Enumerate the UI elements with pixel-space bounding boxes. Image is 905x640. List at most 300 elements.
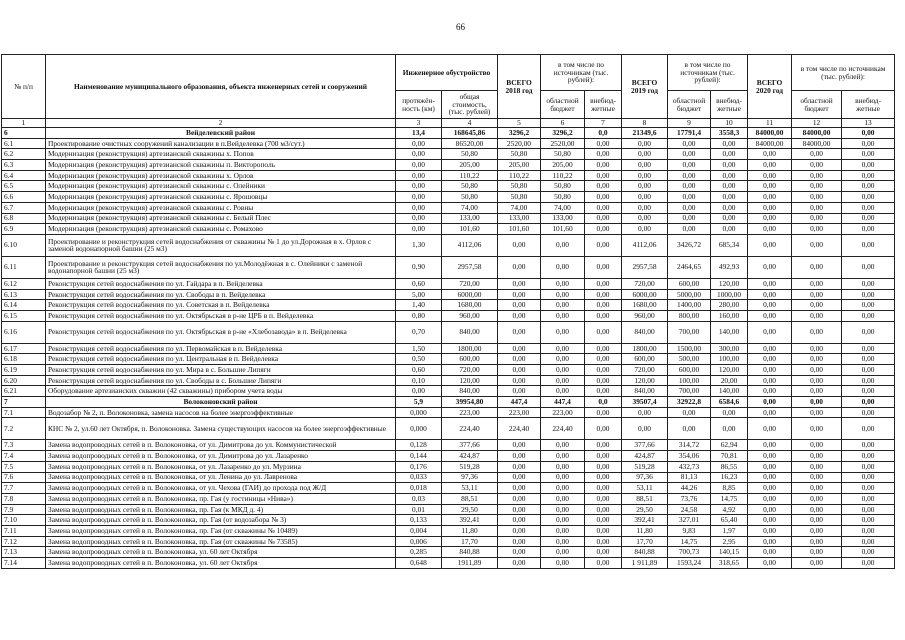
value-cell: 0,00 [711,213,748,224]
value-cell: 0,00 [498,536,541,547]
value-cell: 0,00 [585,321,622,343]
value-cell: 0,00 [842,354,895,365]
value-cell: 0,00 [498,525,541,536]
value-cell: 0,00 [711,170,748,181]
value-cell: 1680,00 [442,300,498,311]
value-cell: 0,00 [585,504,622,515]
row-number: 6.15 [2,310,46,321]
value-cell: 0,0 [585,128,622,139]
value-cell: 0,00 [792,547,842,558]
value-cell: 13,4 [396,128,442,139]
value-cell: 0,00 [748,536,792,547]
object-name: Замена водопроводных сетей в п. Волоконовка, пр. Гая (от скважины № 73585) [46,536,396,547]
value-cell: 0,01 [396,504,442,515]
row-number: 6.4 [2,170,46,181]
value-cell: 327,01 [668,515,711,526]
value-cell: 0,00 [748,149,792,160]
value-cell: 0,00 [541,493,585,504]
value-cell: 600,00 [668,365,711,376]
value-cell: 1,30 [396,234,442,256]
object-name: Оборудование артезианских скважин (42 скважины) прибором учета воды [46,386,396,397]
value-cell: 0,00 [842,213,895,224]
value-cell: 0,00 [585,149,622,160]
value-cell: 0,00 [842,224,895,235]
value-cell: 0,00 [748,192,792,203]
header-total-2019: ВСЕГО 2019 год [622,55,668,119]
header-vneb-2019: внебюд-жетные [711,91,748,119]
row-number: 6.9 [2,224,46,235]
value-cell: 0,00 [748,170,792,181]
value-cell: 50,80 [442,181,498,192]
value-cell: 224,40 [541,418,585,440]
value-cell: 0,00 [498,365,541,376]
value-cell: 840,00 [622,321,668,343]
value-cell: 0,00 [585,278,622,289]
value-cell: 0,00 [748,181,792,192]
value-cell: 0,00 [792,397,842,408]
column-number: 6 [541,119,585,128]
value-cell: 0,018 [396,483,442,494]
row-number: 6.19 [2,365,46,376]
column-number: 8 [622,119,668,128]
value-cell: 500,00 [668,354,711,365]
value-cell: 0,00 [541,234,585,256]
header-obl-2018: областной бюджет [541,91,585,119]
value-cell: 0,00 [792,310,842,321]
value-cell: 0,00 [668,213,711,224]
value-cell: 0,00 [396,192,442,203]
object-name: Модернизация (реконструкция) артезианской скважины с. Олейники [46,181,396,192]
value-cell: 0,00 [585,472,622,483]
value-cell: 24,58 [668,504,711,515]
value-cell: 0,00 [541,483,585,494]
value-cell: 0,00 [585,202,622,213]
column-number: 12 [792,119,842,128]
value-cell: 0,144 [396,451,442,462]
value-cell: 0,00 [842,170,895,181]
table-row [2,310,895,321]
value-cell: 1,40 [396,300,442,311]
value-cell: 0,00 [541,451,585,462]
value-cell: 0,00 [842,234,895,256]
table-row [2,536,895,547]
value-cell: 0,00 [541,515,585,526]
value-cell: 120,00 [711,278,748,289]
value-cell: 2520,00 [498,138,541,149]
section-row [2,128,895,139]
value-cell: 0,000 [396,418,442,440]
value-cell: 960,00 [622,310,668,321]
object-name: Замена водопроводных сетей в п. Волоконовка, от ул. Димитрова до ул. Лазаренко [46,451,396,462]
value-cell: 0,00 [622,138,668,149]
value-cell: 0,00 [792,525,842,536]
value-cell: 120,00 [622,375,668,386]
value-cell: 0,00 [668,224,711,235]
value-cell: 0,00 [541,365,585,376]
value-cell: 6000,00 [442,289,498,300]
value-cell: 0,00 [842,451,895,462]
value-cell: 0,00 [842,289,895,300]
value-cell: 0,00 [396,386,442,397]
header-vneb-2018: внебюд-жетные [585,91,622,119]
value-cell: 0,00 [396,224,442,235]
value-cell: 0,00 [585,224,622,235]
value-cell: 0,00 [792,365,842,376]
value-cell: 0,00 [748,451,792,462]
row-number: 6.6 [2,192,46,203]
table-row [2,407,895,418]
column-number: 7 [585,119,622,128]
value-cell: 0,50 [396,354,442,365]
value-cell: 3426,72 [668,234,711,256]
object-name: Реконструкция сетей водоснабжения по ул. Гайдара в п. Вейделевка [46,278,396,289]
row-number: 7.11 [2,525,46,536]
value-cell: 0,00 [585,181,622,192]
value-cell: 0,00 [748,504,792,515]
table-row [2,138,895,149]
table-body [2,128,895,569]
value-cell: 0,00 [842,181,895,192]
value-cell: 0,00 [396,149,442,160]
value-cell: 0,033 [396,472,442,483]
value-cell: 0,00 [748,397,792,408]
value-cell: 0,00 [748,321,792,343]
value-cell: 50,80 [498,192,541,203]
value-cell: 840,00 [442,386,498,397]
value-cell: 0,00 [792,181,842,192]
value-cell: 0,00 [748,440,792,451]
value-cell: 0,00 [396,170,442,181]
value-cell: 88,51 [622,493,668,504]
value-cell: 0,00 [498,440,541,451]
value-cell: 110,22 [498,170,541,181]
header-obl-2020: областной бюджет [792,91,842,119]
value-cell: 800,00 [668,310,711,321]
header-no: № п/п [2,55,46,119]
value-cell: 0,00 [792,213,842,224]
value-cell: 0,00 [748,310,792,321]
row-number: 7.7 [2,483,46,494]
table-row [2,504,895,515]
value-cell: 0,00 [842,440,895,451]
value-cell: 0,00 [792,504,842,515]
value-cell: 0,00 [585,234,622,256]
row-number: 7.10 [2,515,46,526]
value-cell: 377,66 [622,440,668,451]
value-cell: 0,00 [668,160,711,171]
value-cell: 0,00 [541,461,585,472]
value-cell: 0,00 [842,493,895,504]
row-number: 6.13 [2,289,46,300]
value-cell: 0,00 [748,472,792,483]
value-cell: 0,00 [748,354,792,365]
value-cell: 0,00 [792,386,842,397]
value-cell: 0,00 [842,515,895,526]
value-cell: 0,00 [498,234,541,256]
value-cell: 0,00 [792,192,842,203]
value-cell: 0,00 [792,224,842,235]
value-cell: 1800,00 [442,343,498,354]
value-cell: 168645,86 [442,128,498,139]
value-cell: 424,87 [622,451,668,462]
table-row [2,224,895,235]
value-cell: 0,00 [842,375,895,386]
table-row [2,170,895,181]
object-name: Замена водопроводных сетей в п. Волоконовка, пр. Гая (у гостиницы «Нива») [46,493,396,504]
value-cell: 2464,65 [668,256,711,278]
column-number: 9 [668,119,711,128]
value-cell: 0,00 [842,407,895,418]
object-name: Замена водопроводных сетей в п. Волоконовка, от ул. Лазаренко до ул. Мурзина [46,461,396,472]
value-cell: 0,000 [396,407,442,418]
value-cell: 84000,00 [748,128,792,139]
value-cell: 0,00 [668,170,711,181]
value-cell: 0,00 [585,365,622,376]
value-cell: 0,00 [668,202,711,213]
value-cell: 0,60 [396,278,442,289]
row-number: 7.14 [2,558,46,569]
table-row [2,440,895,451]
value-cell: 133,00 [541,213,585,224]
value-cell: 0,00 [396,213,442,224]
value-cell: 0,00 [498,321,541,343]
row-number: 7.13 [2,547,46,558]
value-cell: 0,00 [541,504,585,515]
value-cell: 74,00 [442,202,498,213]
object-name: Замена водопроводных сетей в п. Волоконовка, от ул. Димитрова до ул. Коммунистической [46,440,396,451]
object-name: Замена водопроводных сетей в п. Волоконовка, пр. Гая (от скважины № 10489) [46,525,396,536]
value-cell: 0,00 [792,418,842,440]
object-name: Реконструкция сетей водоснабжения по ул. Октябрьская в р-не ЦРБ в п. Вейделевка [46,310,396,321]
value-cell: 0,00 [585,138,622,149]
value-cell: 74,00 [498,202,541,213]
table-row [2,515,895,526]
value-cell: 140,00 [711,321,748,343]
table-row [2,321,895,343]
value-cell: 0,00 [792,278,842,289]
value-cell: 960,00 [442,310,498,321]
value-cell: 11,80 [622,525,668,536]
value-cell: 50,80 [442,149,498,160]
value-cell: 0,00 [668,181,711,192]
object-name: Проектирование очистных сооружений канализации в п.Вейделевка (700 м3/сут.) [46,138,396,149]
object-name: Модернизация (реконструкция) артезианской скважины с. Ярошовцы [46,192,396,203]
value-cell: 0,90 [396,256,442,278]
value-cell: 2520,00 [541,138,585,149]
value-cell: 16,23 [711,472,748,483]
value-cell: 3296,2 [541,128,585,139]
value-cell: 0,00 [498,547,541,558]
table-row [2,451,895,462]
value-cell: 0,00 [396,160,442,171]
value-cell: 0,00 [748,365,792,376]
value-cell: 0,03 [396,493,442,504]
value-cell: 0,00 [842,386,895,397]
row-number: 7.5 [2,461,46,472]
object-name: Реконструкция сетей водоснабжения по ул. Свободы в п. Вейделевка [46,289,396,300]
value-cell: 0,285 [396,547,442,558]
value-cell: 120,00 [442,375,498,386]
object-name: Проектирование и реконструкция сетей водоснабжения по ул.Молодёжная в с. Олейники с заменой водонапорной башни (25 м3) [46,256,396,278]
value-cell: 0,006 [396,536,442,547]
table-row [2,558,895,569]
value-cell: 432,73 [668,461,711,472]
value-cell: 3296,2 [498,128,541,139]
table-row [2,354,895,365]
value-cell: 0,00 [585,213,622,224]
value-cell: 0,00 [541,547,585,558]
table-row [2,300,895,311]
object-name: КНС № 2, ул.60 лет Октября, п. Волоконовка. Замена существующих насосов на более энергоэффективные [46,418,396,440]
value-cell: 29,50 [442,504,498,515]
value-cell: 97,36 [622,472,668,483]
value-cell: 0,00 [711,418,748,440]
value-cell: 519,28 [442,461,498,472]
infrastructure-table [1,54,895,569]
value-cell: 0,00 [748,202,792,213]
value-cell: 0,00 [585,525,622,536]
value-cell: 0,00 [622,213,668,224]
value-cell: 0,00 [748,525,792,536]
value-cell: 0,00 [842,138,895,149]
value-cell: 17,70 [442,536,498,547]
value-cell: 2957,58 [622,256,668,278]
value-cell: 70,81 [711,451,748,462]
value-cell: 0,00 [842,192,895,203]
value-cell: 62,94 [711,440,748,451]
value-cell: 700,73 [668,547,711,558]
value-cell: 0,00 [748,547,792,558]
value-cell: 0,00 [748,256,792,278]
value-cell: 0,00 [585,170,622,181]
value-cell: 0,00 [622,407,668,418]
object-name: Проектирование и реконструкция сетей водоснабжения от скважины № 1 до ул.Дорожная в х. Орлов с заменой водонапорной башни (25 м3) [46,234,396,256]
table-row [2,483,895,494]
object-name: Модернизация (реконструкция) артезианской скважины с. Ромахово [46,224,396,235]
value-cell: 720,00 [442,365,498,376]
value-cell: 392,41 [622,515,668,526]
value-cell: 0,00 [748,289,792,300]
table-row [2,493,895,504]
value-cell: 0,00 [541,300,585,311]
value-cell: 0,00 [748,278,792,289]
header-cost: общая стоимость, (тыс. рублей) [442,91,498,119]
object-name: Модернизация (реконструкция) артезианской скважины с. Ровны [46,202,396,213]
value-cell: 0,00 [842,256,895,278]
value-cell: 0,80 [396,310,442,321]
row-number: 6.11 [2,256,46,278]
value-cell: 9,83 [668,525,711,536]
value-cell: 0,00 [842,160,895,171]
value-cell: 1680,00 [622,300,668,311]
value-cell: 86520,00 [442,138,498,149]
value-cell: 0,00 [792,321,842,343]
object-name: Модернизация (реконструкция) артезианской скважины х. Орлов [46,170,396,181]
value-cell: 224,40 [498,418,541,440]
value-cell: 840,88 [442,547,498,558]
row-number: 6.8 [2,213,46,224]
column-number: 13 [842,119,895,128]
object-name: Реконструкция сетей водоснабжения по ул. Центральная в п. Вейделевка [46,354,396,365]
value-cell: 97,36 [442,472,498,483]
table-row [2,192,895,203]
value-cell: 50,80 [541,192,585,203]
value-cell: 5000,00 [668,289,711,300]
value-cell: 0,00 [792,354,842,365]
value-cell: 0,00 [585,558,622,569]
value-cell: 0,00 [585,547,622,558]
value-cell: 0,00 [792,300,842,311]
value-cell: 1 911,89 [622,558,668,569]
value-cell: 0,00 [585,289,622,300]
value-cell: 0,00 [541,256,585,278]
value-cell: 0,00 [792,343,842,354]
value-cell: 0,00 [842,472,895,483]
value-cell: 101,60 [541,224,585,235]
row-number: 7.4 [2,451,46,462]
object-name: Реконструкция сетей водоснабжения по ул. Первомайская в п. Вейделевка [46,343,396,354]
value-cell: 4112,06 [622,234,668,256]
value-cell: 29,50 [622,504,668,515]
row-number: 7.8 [2,493,46,504]
header-infra: Инженерное обустройство [396,55,498,91]
object-name: Замена водопроводных сетей в п. Волоконовка, ул. 60 лет Октября [46,547,396,558]
value-cell: 720,00 [442,278,498,289]
value-cell: 0,00 [792,515,842,526]
value-cell: 0,00 [585,418,622,440]
value-cell: 0,60 [396,365,442,376]
value-cell: 224,40 [442,418,498,440]
row-number: 6.2 [2,149,46,160]
value-cell: 0,004 [396,525,442,536]
value-cell: 0,00 [748,558,792,569]
value-cell: 0,00 [585,440,622,451]
value-cell: 0,00 [498,558,541,569]
value-cell: 0,00 [792,451,842,462]
value-cell: 0,00 [748,224,792,235]
table-row [2,289,895,300]
district-name: Волоконовский район [46,397,396,408]
value-cell: 0,00 [842,558,895,569]
value-cell: 0,00 [396,202,442,213]
value-cell: 3558,3 [711,128,748,139]
value-cell: 205,00 [541,160,585,171]
value-cell: 0,00 [541,525,585,536]
value-cell: 0,00 [585,461,622,472]
value-cell: 0,00 [668,418,711,440]
value-cell: 5,00 [396,289,442,300]
value-cell: 65,40 [711,515,748,526]
object-name: Замена водопроводных сетей в п. Волоконовка, пр. Гая (от водозабора № 3) [46,515,396,526]
value-cell: 447,4 [498,397,541,408]
value-cell: 0,00 [792,375,842,386]
table-row [2,525,895,536]
value-cell: 0,00 [585,300,622,311]
table-row [2,213,895,224]
value-cell: 0,00 [622,170,668,181]
value-cell: 0,00 [396,138,442,149]
table-row [2,472,895,483]
value-cell: 0,00 [842,547,895,558]
header-incl-2019: в том числе по источникам (тыс. рублей): [668,55,748,91]
row-number: 6.18 [2,354,46,365]
value-cell: 44,26 [668,483,711,494]
value-cell: 6000,00 [622,289,668,300]
value-cell: 0,00 [842,278,895,289]
value-cell: 685,34 [711,234,748,256]
header-incl-2020: в том числе по источникам (тыс. рублей): [792,55,895,91]
value-cell: 0,00 [792,149,842,160]
